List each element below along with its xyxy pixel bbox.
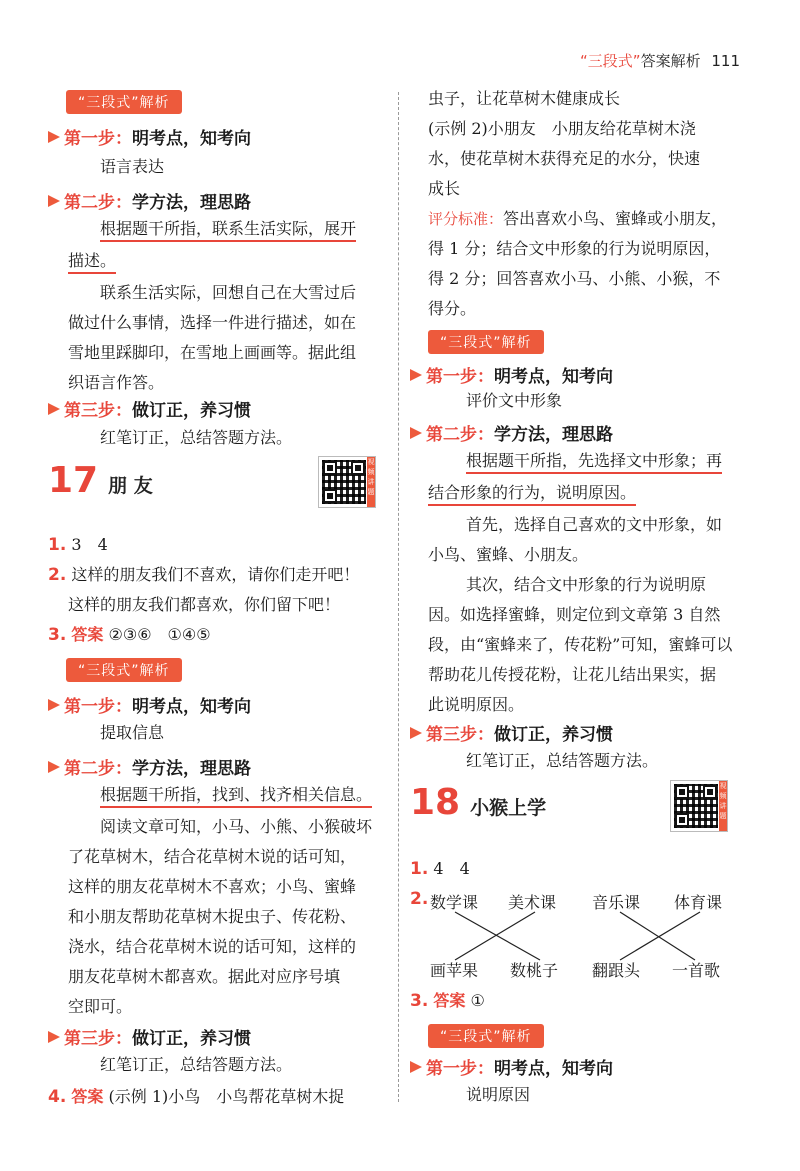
paragraph-line: 段，由“蜜蜂来了，传花粉”可知，蜜蜂可以 <box>428 635 733 654</box>
paragraph-line: 浇水，结合花草树木说的话可知，这样的 <box>68 937 357 956</box>
paragraph-line: 和小朋友帮助花草树木捉虫子、传花粉、 <box>68 907 357 926</box>
paragraph-line: 联系生活实际，回想自己在大雪过后 <box>100 283 357 302</box>
arrow-icon <box>410 427 422 439</box>
paragraph-line: 小鸟、蜜蜂、小朋友。 <box>428 545 589 564</box>
step-1-body: 说明原因 <box>466 1085 531 1104</box>
page-header <box>580 50 740 71</box>
match-top-word: 体育课 <box>674 893 723 912</box>
question-number: 3. <box>48 625 67 645</box>
step-3-body: 红笔订正，总结答题方法。 <box>100 428 293 447</box>
answer-text: 3 4 <box>71 535 108 554</box>
step-2: 第二步：学方法，理思路 <box>48 754 251 779</box>
lesson-title: 朋 友 <box>108 475 153 497</box>
answer-text: 这样的朋友我们不喜欢，请你们走开吧！ <box>71 565 360 584</box>
answer-text: 这样的朋友我们都喜欢，你们留下吧！ <box>68 595 341 614</box>
answer-text: (示例 1)小鸟 小鸟帮花草树木捉 <box>108 1087 345 1106</box>
step-2-underlined: 根据题干所指，先选择文中形象；再 <box>466 451 722 474</box>
question-number: 1. <box>48 535 67 555</box>
qr-label: 视频讲题 <box>719 781 727 831</box>
match-top-word: 数学课 <box>430 893 479 912</box>
paragraph-line: 其次，结合文中形象的行为说明原 <box>466 575 707 594</box>
paragraph-line: 朋友花草树木都喜欢。据此对应序号填 <box>68 967 341 986</box>
analysis-tag: “三段式”解析 <box>66 658 182 682</box>
paragraph-line: 织语言作答。 <box>68 373 165 392</box>
lesson-number: 17 <box>48 460 99 501</box>
step-1: 第一步：明考点，知考向 <box>48 692 251 717</box>
step-2-underlined: 根据题干所指，联系生活实际，展开 <box>100 219 356 242</box>
answer-label: 答案 <box>71 625 104 644</box>
paragraph-line: 因。如选择蜜蜂，则定位到文章第 3 自然 <box>428 605 721 624</box>
step-1-body: 评价文中形象 <box>466 391 563 410</box>
qr-label: 视频讲题 <box>367 457 375 507</box>
column-divider <box>398 92 399 1102</box>
matching-lines <box>410 908 755 964</box>
arrow-icon <box>48 131 60 143</box>
paragraph-line: 这样的朋友花草树木不喜欢；小鸟、蜜蜂 <box>68 877 357 896</box>
qr-code[interactable] <box>318 456 376 508</box>
criteria-text: 得 2 分；回答喜欢小马、小熊、小猴，不 <box>428 269 721 288</box>
header-prefix: “三段式” <box>580 52 641 70</box>
step-1: 第一步：明考点，知考向 <box>410 1054 613 1079</box>
step-2-underlined: 根据题干所指，找到、找齐相关信息。 <box>100 785 372 808</box>
lesson-18-heading <box>410 782 546 823</box>
arrow-icon <box>48 699 60 711</box>
analysis-tag: “三段式”解析 <box>428 330 544 354</box>
match-bottom-word: 数桃子 <box>510 961 559 980</box>
arrow-icon <box>48 403 60 415</box>
header-title: 答案解析 <box>640 52 701 70</box>
question-number: 2. <box>48 565 67 585</box>
lesson-number: 18 <box>410 782 461 823</box>
lesson-17-heading <box>48 460 153 501</box>
match-bottom-word: 画苹果 <box>430 961 479 980</box>
match-bottom-word: 一首歌 <box>672 961 721 980</box>
step-3: 第三步：做订正，养习惯 <box>48 1024 251 1049</box>
step-3-body: 红笔订正，总结答题方法。 <box>466 751 659 770</box>
arrow-icon <box>410 1061 422 1073</box>
paragraph-line: 做过什么事情，选择一件进行描述，如在 <box>68 313 357 332</box>
paragraph-line: 此说明原因。 <box>428 695 525 714</box>
answer-text: 成长 <box>428 179 461 198</box>
step-2: 第二步：学方法，理思路 <box>410 420 613 445</box>
page-number: 111 <box>711 52 740 70</box>
question-number: 4. <box>48 1087 67 1107</box>
step-2: 第二步：学方法，理思路 <box>48 188 251 213</box>
question-number: 2. <box>410 889 429 909</box>
analysis-tag: “三段式”解析 <box>66 90 182 114</box>
paragraph-line: 阅读文章可知，小马、小熊、小猴破坏 <box>100 817 373 836</box>
step-1: 第一步：明考点，知考向 <box>410 362 613 387</box>
answer-text: 水，使花草树木获得充足的水分，快速 <box>428 149 701 168</box>
answer-text: (示例 2)小朋友 小朋友给花草树木浇 <box>428 119 696 138</box>
lesson-title: 小猴上学 <box>470 797 547 819</box>
arrow-icon <box>48 195 60 207</box>
match-bottom-word: 翻跟头 <box>592 961 641 980</box>
arrow-icon <box>410 369 422 381</box>
paragraph-line: 雪地里踩脚印，在雪地上画画等。据此组 <box>68 343 357 362</box>
match-top-word: 音乐课 <box>592 893 641 912</box>
paragraph-line: 了花草树木，结合花草树木说的话可知， <box>68 847 357 866</box>
answer-text: ②③⑥ ①④⑤ <box>108 625 211 644</box>
answer-text: 4 4 <box>433 859 470 878</box>
analysis-tag: “三段式”解析 <box>428 1024 544 1048</box>
paragraph-line: 首先，选择自己喜欢的文中形象，如 <box>466 515 723 534</box>
step-3: 第三步：做订正，养习惯 <box>48 396 251 421</box>
paragraph-line: 帮助花儿传授花粉，让花儿结出果实，据 <box>428 665 717 684</box>
criteria-text: 得分。 <box>428 299 477 318</box>
step-2-underlined: 结合形象的行为，说明原因。 <box>428 483 636 506</box>
question-number: 3. <box>410 991 429 1011</box>
answer-text: ① <box>470 991 485 1010</box>
qr-code[interactable] <box>670 780 728 832</box>
step-2-underlined: 描述。 <box>68 251 116 274</box>
step-1-body: 提取信息 <box>100 723 165 742</box>
match-top-word: 美术课 <box>508 893 557 912</box>
answer-label: 答案 <box>433 991 466 1010</box>
step-1: 第一步：明考点，知考向 <box>48 124 251 149</box>
step-3-body: 红笔订正，总结答题方法。 <box>100 1055 293 1074</box>
question-number: 1. <box>410 859 429 879</box>
criteria-text: 得 1 分；结合文中形象的行为说明原因， <box>428 239 721 258</box>
arrow-icon <box>410 727 422 739</box>
arrow-icon <box>48 761 60 773</box>
criteria-text: 答出喜欢小鸟、蜜蜂或小朋友， <box>503 209 728 228</box>
arrow-icon <box>48 1031 60 1043</box>
criteria-label: 评分标准： <box>428 210 504 228</box>
step-1-body: 语言表达 <box>100 157 165 176</box>
answer-text: 虫子，让花草树木健康成长 <box>428 89 621 108</box>
paragraph-line: 空即可。 <box>68 997 133 1016</box>
step-3: 第三步：做订正，养习惯 <box>410 720 613 745</box>
answer-label: 答案 <box>71 1087 104 1106</box>
